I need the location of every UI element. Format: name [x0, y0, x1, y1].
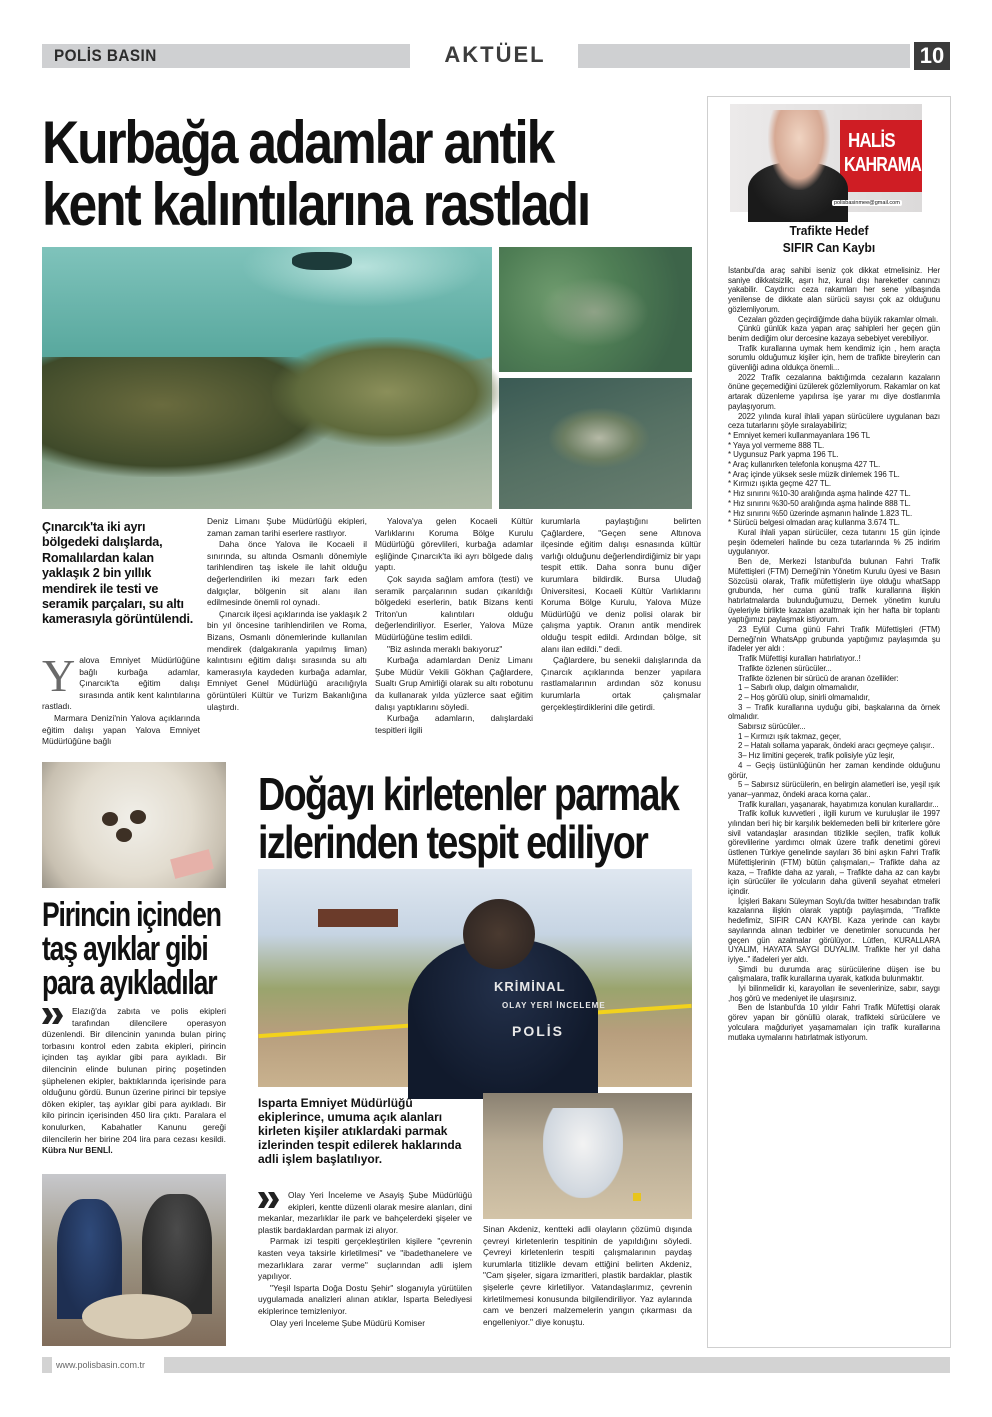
article2-headline-line1: Doğayı kirletenler parmak [258, 768, 679, 820]
column-paragraph: * Kırmızı ışıkta geçme 427 TL. [728, 479, 831, 489]
column-paragraph: 23 Eylül Cuma günü Fahri Trafik Müfettişleri (FTM) Derneği'nin WhatsApp grubunda yaptığımız paylaşımda şu ifadeler yer aldı : [728, 625, 940, 654]
article3-headline [42, 898, 221, 1000]
fingerprint-collection-photo [483, 1093, 692, 1219]
article2-headline-line2: izlerinden tespit ediliyor [258, 816, 648, 868]
paragraph: Çağlardere, bu senekii dalışlarında da Çınarcık açıklarında benzer yapılara rastlamalarının ardından söz konusu kurumlarla ortak çalışmalar gerçekleştirdiklerini dile getirdi. [541, 655, 701, 712]
article3-body [42, 1006, 226, 1157]
column-paragraph: İyi bilinmelidir ki, karayolları ile sevenlerinize, sabır, saygı ,hoş görü ve medeniyet ile ulaşırsınız. [728, 984, 940, 1003]
author-email: polisbasinmee@gmail.com [834, 200, 900, 206]
column-paragraph: 2022 Trafik cezalarına baktığımda cezaların kazaların önüne geçemediğini üzülerek gözlemliyorum. Rakamlar on kat artarak düzenleme yapılırsa işe yarar mı diye dostlarımla paylaşıyorum. [728, 372, 940, 411]
jacket-text-polis: POLİS [512, 1023, 565, 1039]
column-paragraph: * Uygunsuz Park yapma 196 TL. [728, 450, 839, 460]
column-paragraph: Trafik kolluk kuvvetleri , ilgili kurum ve kuruluşlar ile 1997 yılından beri hiç bir karşılık beklemeden belli bir kriterlere göre sivil vatandaşlar arasından titizlikle seçilen, trafik kolluk görevlilerine yardımcı olmak üzere trafik denetimi görevi üstlenen Türkiye genelinde sayıları 36 bini aşkın Fahri Trafik Müfettişlerinin (FTM) bütün çalışmaları,– Trafikte daha az kaza, – Trafikte daha az yaralı, – Trafikte daha az can kaybı için sürücüler ile yolcuların daha güvenli seyahat etmeleri içindir. [728, 809, 940, 896]
publication-name: POLİS BASIN [54, 46, 157, 65]
column-title-line1: Trafikte Hedef [789, 223, 869, 238]
column-paragraph: 1 – Kırmızı ışık takmaz, geçer, [738, 731, 842, 741]
officers-sorting-money-photo [42, 1174, 226, 1346]
column-paragraph: 1 – Sabırlı olup, dalgın olmamalıdır, [738, 683, 859, 693]
jacket-text-olay: OLAY YERİ İNCELEME [502, 1001, 606, 1010]
column-paragraph: * Sürücü belgesi olmadan araç kullanma 3.674 TL. [728, 518, 900, 528]
column-paragraph: Trafik Müfettişi kuralları hatırlatıyor..! [738, 654, 861, 664]
column-paragraph: 2022 yılında kural ihlali yapan sürücülere uygulanan bazı ceza tutarlarını şöyle sıralayabiliriz; [728, 411, 940, 431]
underwater-seabed-photo [499, 247, 692, 372]
banknote [170, 849, 214, 879]
paragraph: Sinan Akdeniz, kentteki adli olayların çözümü dışında çevreyi kirletenlerin tespitinin de yapıldığını söyledi. Çevreyi kirletenlerin tespiti çalışmalarının paydaş kurumlarla titizlikle devam ettiğini belirten Akdeniz, "Cam şişeler, sigara izmaritleri, plastik bardaklar, plastik şişelerle çevre kirletiliyor. Vatandaşlarımız, çevrenin kirletilmemesi konusunda bilgilendiriliyor. Yaz aylarında cam ve benzeri malzemelerin yangın çıkarması da engelleniyor." diye konuştu. [483, 1224, 692, 1327]
paragraph: Olay Yeri İnceleme ve Asayiş Şube Müdürlüğü ekipleri, kentte düzenli olarak mesire alanları, dini mekanlar, mezarlıklar ile park ve bahçelerdeki şişeler ve plastik bardaklardan parmak izi alıyor. [258, 1190, 472, 1235]
article1-column-4 [541, 516, 701, 713]
article1-headline [42, 109, 601, 238]
footer-url: www.polisbasin.com.tr [56, 1360, 146, 1370]
column-paragraph: 5 – Sabırsız sürücülerin, en belirgin alametleri ise, yeşil ışık yanar–yanmaz, öndeki araca korna çalar.. [728, 780, 940, 799]
forensic-officer-photo [258, 869, 692, 1087]
article3-headline-line3: para ayıkladılar [42, 964, 217, 1002]
column-paragraph: Şimdi bu durumda araç sürücülerine düşen ise bu çalışmalara, trafik kurallarına uyarak, katkıda bulunmaktır. [728, 964, 940, 984]
column-paragraph: 3 – Trafik kurallarına uyduğu gibi, başkalarına da örnek olmalıdır. [728, 702, 940, 722]
column-paragraph: Sabırsız sürücüler... [738, 722, 806, 732]
column-paragraph: 3– Hız limitini geçerek, trafik polisiyle yüz leşir, [738, 751, 895, 761]
author-last-name: KAHRAMAN [844, 154, 932, 176]
article2-column-2 [483, 1224, 692, 1328]
paragraph: Parmak izi tespiti gerçekleştirilen kişilere "çevrenin kasten veya taksirle kirletilmesi" ve "ibadethanelere ve mezarlıklara zarar verme" suçlarından adli işlem yapılıyor. [258, 1236, 472, 1282]
article1-lede: Çınarcık'ta iki ayrı bölgedeki dalışlarda, Romalılardan kalan yaklaşık 2 bin yıllık mendirek ile testi ve seramik parçaları, su altı kamerasıyla görüntülendi. [42, 520, 194, 627]
column-paragraph: 2 – Hoş görülü olup, sinirli olmamalıdır, [738, 692, 870, 702]
footer-bar [164, 1357, 950, 1373]
article3-headline-line1: Pirincin içinden [42, 896, 221, 934]
column-paragraph: Ben de İstanbul'da 10 yıldır Fahri Trafik Müfettişi olarak görev yapan bir gönüllü olarak, trafikteki sürücülere ve yolculara mağduriyet yaşamamaları için trafik kurallarına mutlaka uymalarını hatırlatmak istiyorum. [728, 1003, 940, 1042]
byline: Kübra Nur BENLİ. [42, 1145, 113, 1156]
dropcap: Y [42, 650, 76, 701]
column-body [728, 266, 940, 1042]
underwater-ruins-photo [42, 247, 492, 509]
column-paragraph: * Yaya yol vermeme 888 TL. [728, 440, 825, 450]
paragraph: Kurbağa adamların, dalışlardaki tespitleri ilgili [375, 713, 533, 735]
author-portrait [768, 110, 830, 190]
header-bar-right [578, 44, 910, 68]
paragraph: Daha önce Yalova ile Kocaeli il sınırında, su altında Osmanlı dönemiyle tarihlendiren taş iskele ile lahit olduğu değerlendirilen iki mezarı fark eden dalgıçlar, bölgenin sit alanı ilan edilmesinde önemli rol oynadı. [207, 539, 367, 608]
chevron-right-icon [258, 1190, 282, 1210]
column-paragraph: 4 – Geçiş üstünlüğünün her zaman kendinde olduğunu görür, [728, 760, 940, 780]
article2-lede: Isparta Emniyet Müdürlüğü ekiplerince, umuma açık alanları kirleten kişiler atıklardaki parmak izlerinden tespit edilerek haklarında adli işlem başlatılıyor. [258, 1096, 462, 1166]
paragraph: Olay yeri İnceleme Şube Müdürü Komiser [270, 1317, 426, 1328]
article3-headline-line2: taş ayıklar gibi [42, 930, 208, 968]
column-paragraph: * Hız sınırını %30-50 aralığında aşma halinde 888 TL. [728, 498, 911, 508]
column-paragraph: İçişleri Bakanı Süleyman Soylu'da twitter hesabından trafik kazalarına ilişkin olarak yaptığı paylaşımda, "Trafikte hedefimiz, SIFIR CAN KAYBI. Kaza yerinde can kaybı sayılarında alınan tedbirler ve denetimler sonucunda her geçen gün azalmalar görülüyor.. Lütfen, KURALLARA UYALIM, HAYATA SAYGI DUYALIM. Trafikte her yıl daha iyiye.." ifadeleri yer aldı. [728, 896, 940, 964]
column-paragraph: Ben de, Merkezi İstanbul'da bulunan Fahri Trafik Müfettişleri (FTM) Derneği'nin Yönetim Kurulu üyesi ve Basın Sözcüsü olarak, Trafik müfettişlerin üye olduğu whatSapp grubunda, her cuma günü trafik kurallarına ilişkin hatırlatmalarda bulunduğumuzu, Dernek yönetim kurulu üyeleriyle birlikte kazaları azaltmak için her hafta bir toplantı yaptığımızı paylaşmak istiyorum. [728, 557, 940, 625]
column-title [717, 222, 941, 256]
article1-column-3 [375, 516, 533, 736]
diver-figure [292, 252, 352, 270]
subheading: "Biz aslında meraklı bakıyoruz" [387, 643, 503, 654]
author-banner [730, 104, 932, 212]
column-paragraph: Trafikte özlenen sürücüler... [738, 663, 832, 673]
paragraph: Kurbağa adamlardan Deniz Limanı Şube Müdür Vekili Gökhan Çağlardere, Sualtı Grup Amirliği olarak su altı robotunu da kullanarak yılda yüzlerce saat eğitim dalışı yaptıklarını söyledi. [375, 655, 533, 712]
article1-column-1 [42, 650, 200, 748]
column-paragraph: * Araç kullanırken telefonla konuşma 427 TL. [728, 460, 881, 470]
column-paragraph: * Hız sınırını %10-30 aralığında aşma halinde 427 TL. [728, 489, 911, 499]
footer-bar-left [42, 1357, 52, 1373]
article2-headline [258, 770, 678, 866]
column-paragraph: * Emniyet kemeri kullanmayanlara 196 TL [728, 430, 870, 440]
paragraph: "Yeşil Isparta Doğa Dostu Şehir" sloganıyla yürütülen uygulamada analizleri alınan atıklar, Isparta Belediyesi ekiplerince temizleniyor. [258, 1282, 472, 1316]
chevron-right-icon [42, 1006, 66, 1026]
underwater-amphora-photo [499, 378, 692, 509]
column-paragraph: * Araç içinde yüksek sesle müzik dinlemek 196 TL. [728, 469, 900, 479]
column-paragraph: Cezaları gözden geçirdiğimde daha büyük rakamlar olmalı. [738, 314, 939, 324]
column-paragraph: Trafikte özlenen bir sürücü de aranan özellikler: [738, 673, 899, 683]
paragraph: Çınarcık ilçesi açıklarında ise yaklaşık 2 bin yıl öncesine tarihlendirilen ve Roma, Bizans, Osmanlı dönemlerinde kullanılan mendirek (dalgakıranla yapılmış liman) kalıntısını eğitim dalışı sırasında su altı kamerasıyla kaydeden kurbağa adamlar, Emniyet Genel Müdürlüğü aracılığıyla görüntüleri Kültür ve Turizm Bakanlığına ulaştırdı. [207, 608, 368, 712]
paragraph: Çok sayıda sağlam amfora (testi) ve seramik parçalarının sudan çıkarıldığı bölgedeki eserlerin, batık Bizans kenti Triton'un kalıntıları olduğu değerlendiriliyor. Eserler, Yalova Müze Müdürlüğüne teslim edildi. [375, 573, 533, 642]
column-paragraph: İstanbul'da araç sahibi iseniz çok dikkat etmelisiniz. Her saniye dikkatsizlik, aşırı hız, kural dışı hareketler canınızı yakabilir. Caydırıcı ceza rakamları her sene yılbaşında yenilense de dikkate alan sürücü sayısı çok az olduğunu gözlemliyorum. [728, 266, 940, 314]
column-paragraph: 2 – Hatalı sollama yaparak, öndeki aracı geçmeye çalışır.. [738, 741, 935, 751]
paragraph: Deniz Limanı Şube Müdürlüğü ekipleri, zaman zaman tarihi eserlere rastlıyor. [207, 516, 367, 538]
article1-headline-line2: kent kalıntılarına rastladı [42, 171, 590, 238]
column-paragraph: Trafik kurallarına uymak hem kendimiz için , hem araçta sorumlu olduğumuz kişiler için, hem de trafikte bireylerin can güvenliği adına oldukça önemli... [728, 343, 940, 373]
paragraph: Elazığ'da zabıta ve polis ekipleri tarafından dilencilere operasyon düzenlendi. Bir dilencinin yanında bulan pirinç torbasını kontrol eden zabıta ekipleri, pirincin içinden taş ayıklar gibi para ayıkladı. Bir dilencinin elinde bulunan pirinç poşetinden şüphelenen ekipler, baktıklarında içerisinde para olduğunu gördü. Bunun üzerine pirinci bir tepsiye döken ekipler, taş ayıklar gibi para ayıkladı. Bir kilo pirincin içerisinden 450 lira çıktı. Paralara el konulurken, Kabahatler Kanunu gereği dilencilerin her birine 204 lira para cezası kesildi. [42, 1006, 226, 1144]
article1-column-2 [207, 516, 367, 713]
paragraph: alova Emniyet Müdürlüğüne bağlı kurbağa adamlar, Çınarcık'ta eğitim dalışı sırasında antik kent kalıntılarına rastladı. [42, 655, 200, 712]
column-paragraph: Çünkü günlük kaza yapan araç sahipleri her geçen gün benim dediğim olur dercesine kazaya sebebiyet verebiliyor. [728, 324, 940, 343]
column-paragraph: Trafik kuralları, yaşanarak, hayatımıza konulan kurallardır... [738, 799, 939, 809]
article1-headline-line1: Kurbağa adamlar antik [42, 109, 554, 176]
article2-column-1 [258, 1190, 472, 1329]
jacket-text-kriminal: KRİMİNAL [494, 979, 566, 994]
section-name: AKTÜEL [444, 42, 546, 67]
column-paragraph: Kural ihlali yapan sürücüler, ceza tutarını 15 gün içinde peşin ödemeleri halinde bu ceza tutarlarında % 25 indirim uygulanıyor. [728, 527, 940, 557]
rice-tray-photo [42, 762, 226, 888]
paragraph: kurumlarla paylaştığını belirten Çağlardere, "Geçen sene Altınova ilçesinde eğitim dalışı esnasında kültür varlığı olduğunu değerlendirdiğimiz bir yapı tespit ettik. Daha sonra bunu diğer kurumlara bildirdik. Bursa Uludağ Üniversitesi, Kocaeli Kültür Varlıklarını Koruma Bölge Kurulu, Yalova Müze Müdürlüğü ve deniz polisi olarak bir çalışma yaptık. Oranın antik mendirek olduğu tespit edildi. Ardından bölge, sit alanı ilan edildi." dedi. [541, 516, 701, 654]
author-first-name: HALİS [848, 130, 895, 152]
paragraph: Yalova'ya gelen Kocaeli Kültür Varlıklarını Koruma Bölge Kurulu Müdürlüğü görevlileri, kurbağa adamlar eşliğinde Çınarcık'ta iki ayrı bölgede dalış yaptı. [375, 516, 533, 573]
page-number: 10 [914, 42, 950, 70]
column-paragraph: * Hız sınırını %50 üzerinde aşmanın halinde 1.823 TL. [728, 508, 913, 518]
paragraph: Marmara Denizi'nin Yalova açıklarında eğitim dalışı yapan Yalova Emniyet Müdürlüğüne bağlı [42, 712, 200, 747]
column-title-line2: SIFIR Can Kaybı [782, 240, 876, 255]
